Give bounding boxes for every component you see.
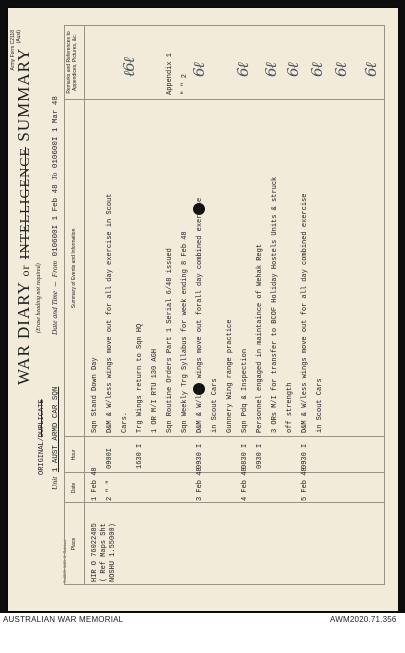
col-hour: Hour bbox=[71, 449, 77, 461]
entry-summary: Sqn Routine Orders Part 1 Serial 6/48 issued bbox=[166, 248, 174, 433]
entry-date: 1 Feb 48 bbox=[91, 467, 99, 501]
signature-mark: 6ℓ bbox=[362, 63, 380, 77]
form-title: WAR DIARY or INTELLIGENCE SUMMARY bbox=[14, 47, 33, 385]
footer-source: AUSTRALIAN WAR MEMORIAL bbox=[3, 615, 124, 624]
signature-mark: 6ℓ bbox=[262, 63, 280, 77]
entry-hour: 1630 I bbox=[136, 443, 144, 469]
entry-date: 4 Feb 48 bbox=[241, 467, 249, 501]
entry-summary: Personnel engaged in maintaince of Wehak Regt bbox=[256, 243, 264, 433]
small-print: S.4065. 1/45. 0. Cabinet bbox=[62, 539, 67, 583]
entry-date: 5 Feb 48 bbox=[301, 467, 309, 501]
entry-hour: 0830 I bbox=[241, 443, 249, 469]
entry-remark: Appendix 1 bbox=[166, 52, 174, 95]
col-remarks: Remarks and References to Appendices, Pictures, &c. bbox=[66, 31, 78, 94]
entry-summary: Cars. bbox=[121, 411, 129, 433]
entry-summary: Trg Wings return to Sqn HQ bbox=[136, 323, 144, 433]
entry-summary: Gunnery Wing range practice bbox=[226, 319, 234, 433]
signature-mark: 6ℓ bbox=[308, 63, 326, 77]
footer-id: AWM2020.71.356 bbox=[330, 615, 397, 624]
footer-bar bbox=[0, 613, 405, 653]
entry-date: 2 " " bbox=[106, 479, 114, 501]
entry-summary: D&M & W/less wings move out for all day exercise in Scout bbox=[106, 193, 114, 433]
entry-hour: 0900I bbox=[106, 447, 114, 469]
entry-summary: 3 ORs M/I for transfer to BCOF Holiday Hostels Units & struck bbox=[271, 176, 279, 433]
struck-heading: INTELLIGENCE bbox=[18, 146, 33, 260]
place-line: HIR O 76022485 bbox=[91, 523, 99, 582]
place-line: NOSHU 1.55000) bbox=[109, 523, 117, 582]
entry-summary: in Scout Cars bbox=[211, 378, 219, 433]
diary-table bbox=[64, 25, 385, 585]
signature-mark: ℓ6ℓ bbox=[120, 57, 138, 77]
signature-mark: 6ℓ bbox=[190, 63, 208, 77]
entry-hour: 0930 I bbox=[301, 443, 309, 469]
entry-summary: Sqn Stand Down Day bbox=[91, 357, 99, 433]
war-diary-form bbox=[10, 25, 385, 585]
col-place: Place bbox=[71, 537, 77, 551]
entry-summary: Sqn Pdq & Inspection bbox=[241, 348, 249, 433]
entry-hour: 0930 I bbox=[256, 443, 264, 469]
signature-mark: 6ℓ bbox=[284, 63, 302, 77]
place-line: ( Ref Maps Sht bbox=[100, 523, 108, 582]
original-duplicate: ORIGINAL/DUPLICATE bbox=[38, 399, 46, 475]
entry-date: 3 Feb 48 bbox=[196, 467, 204, 501]
entry-summary: off strength bbox=[286, 382, 294, 433]
signature-mark: 6ℓ bbox=[332, 63, 350, 77]
entry-summary: Sqn Weekly Trg Syllabus for week ending 8 Feb 48 bbox=[181, 231, 189, 433]
entry-summary: in Scout Cars bbox=[316, 378, 324, 433]
form-subtitle: (Erase heading not required) bbox=[36, 263, 42, 333]
army-form-ref: Army Form C2118 (Aust) bbox=[10, 30, 22, 71]
entry-summary: 1 OR M/I RTU 130 AGH bbox=[151, 348, 159, 433]
entry-summary: D&M & W/less wings move out for all day combined exercise bbox=[301, 193, 309, 433]
date-time-field: Date and Time — From 010600I 1 Feb 48 To 010600I 1 Mar 48 bbox=[50, 96, 60, 335]
entry-hour: 0930 I bbox=[196, 443, 204, 469]
entry-summary: D&M & W/less wings move out forall day combined exercise bbox=[196, 197, 204, 433]
signature-mark: 6ℓ bbox=[234, 63, 252, 77]
col-summary: Summary of Events and Information bbox=[71, 228, 77, 309]
unit-field: Unit 1 AUST ARMD CAR SQN bbox=[50, 386, 60, 490]
col-date: Date bbox=[71, 482, 77, 494]
entry-remark: " " 2 bbox=[181, 73, 189, 95]
